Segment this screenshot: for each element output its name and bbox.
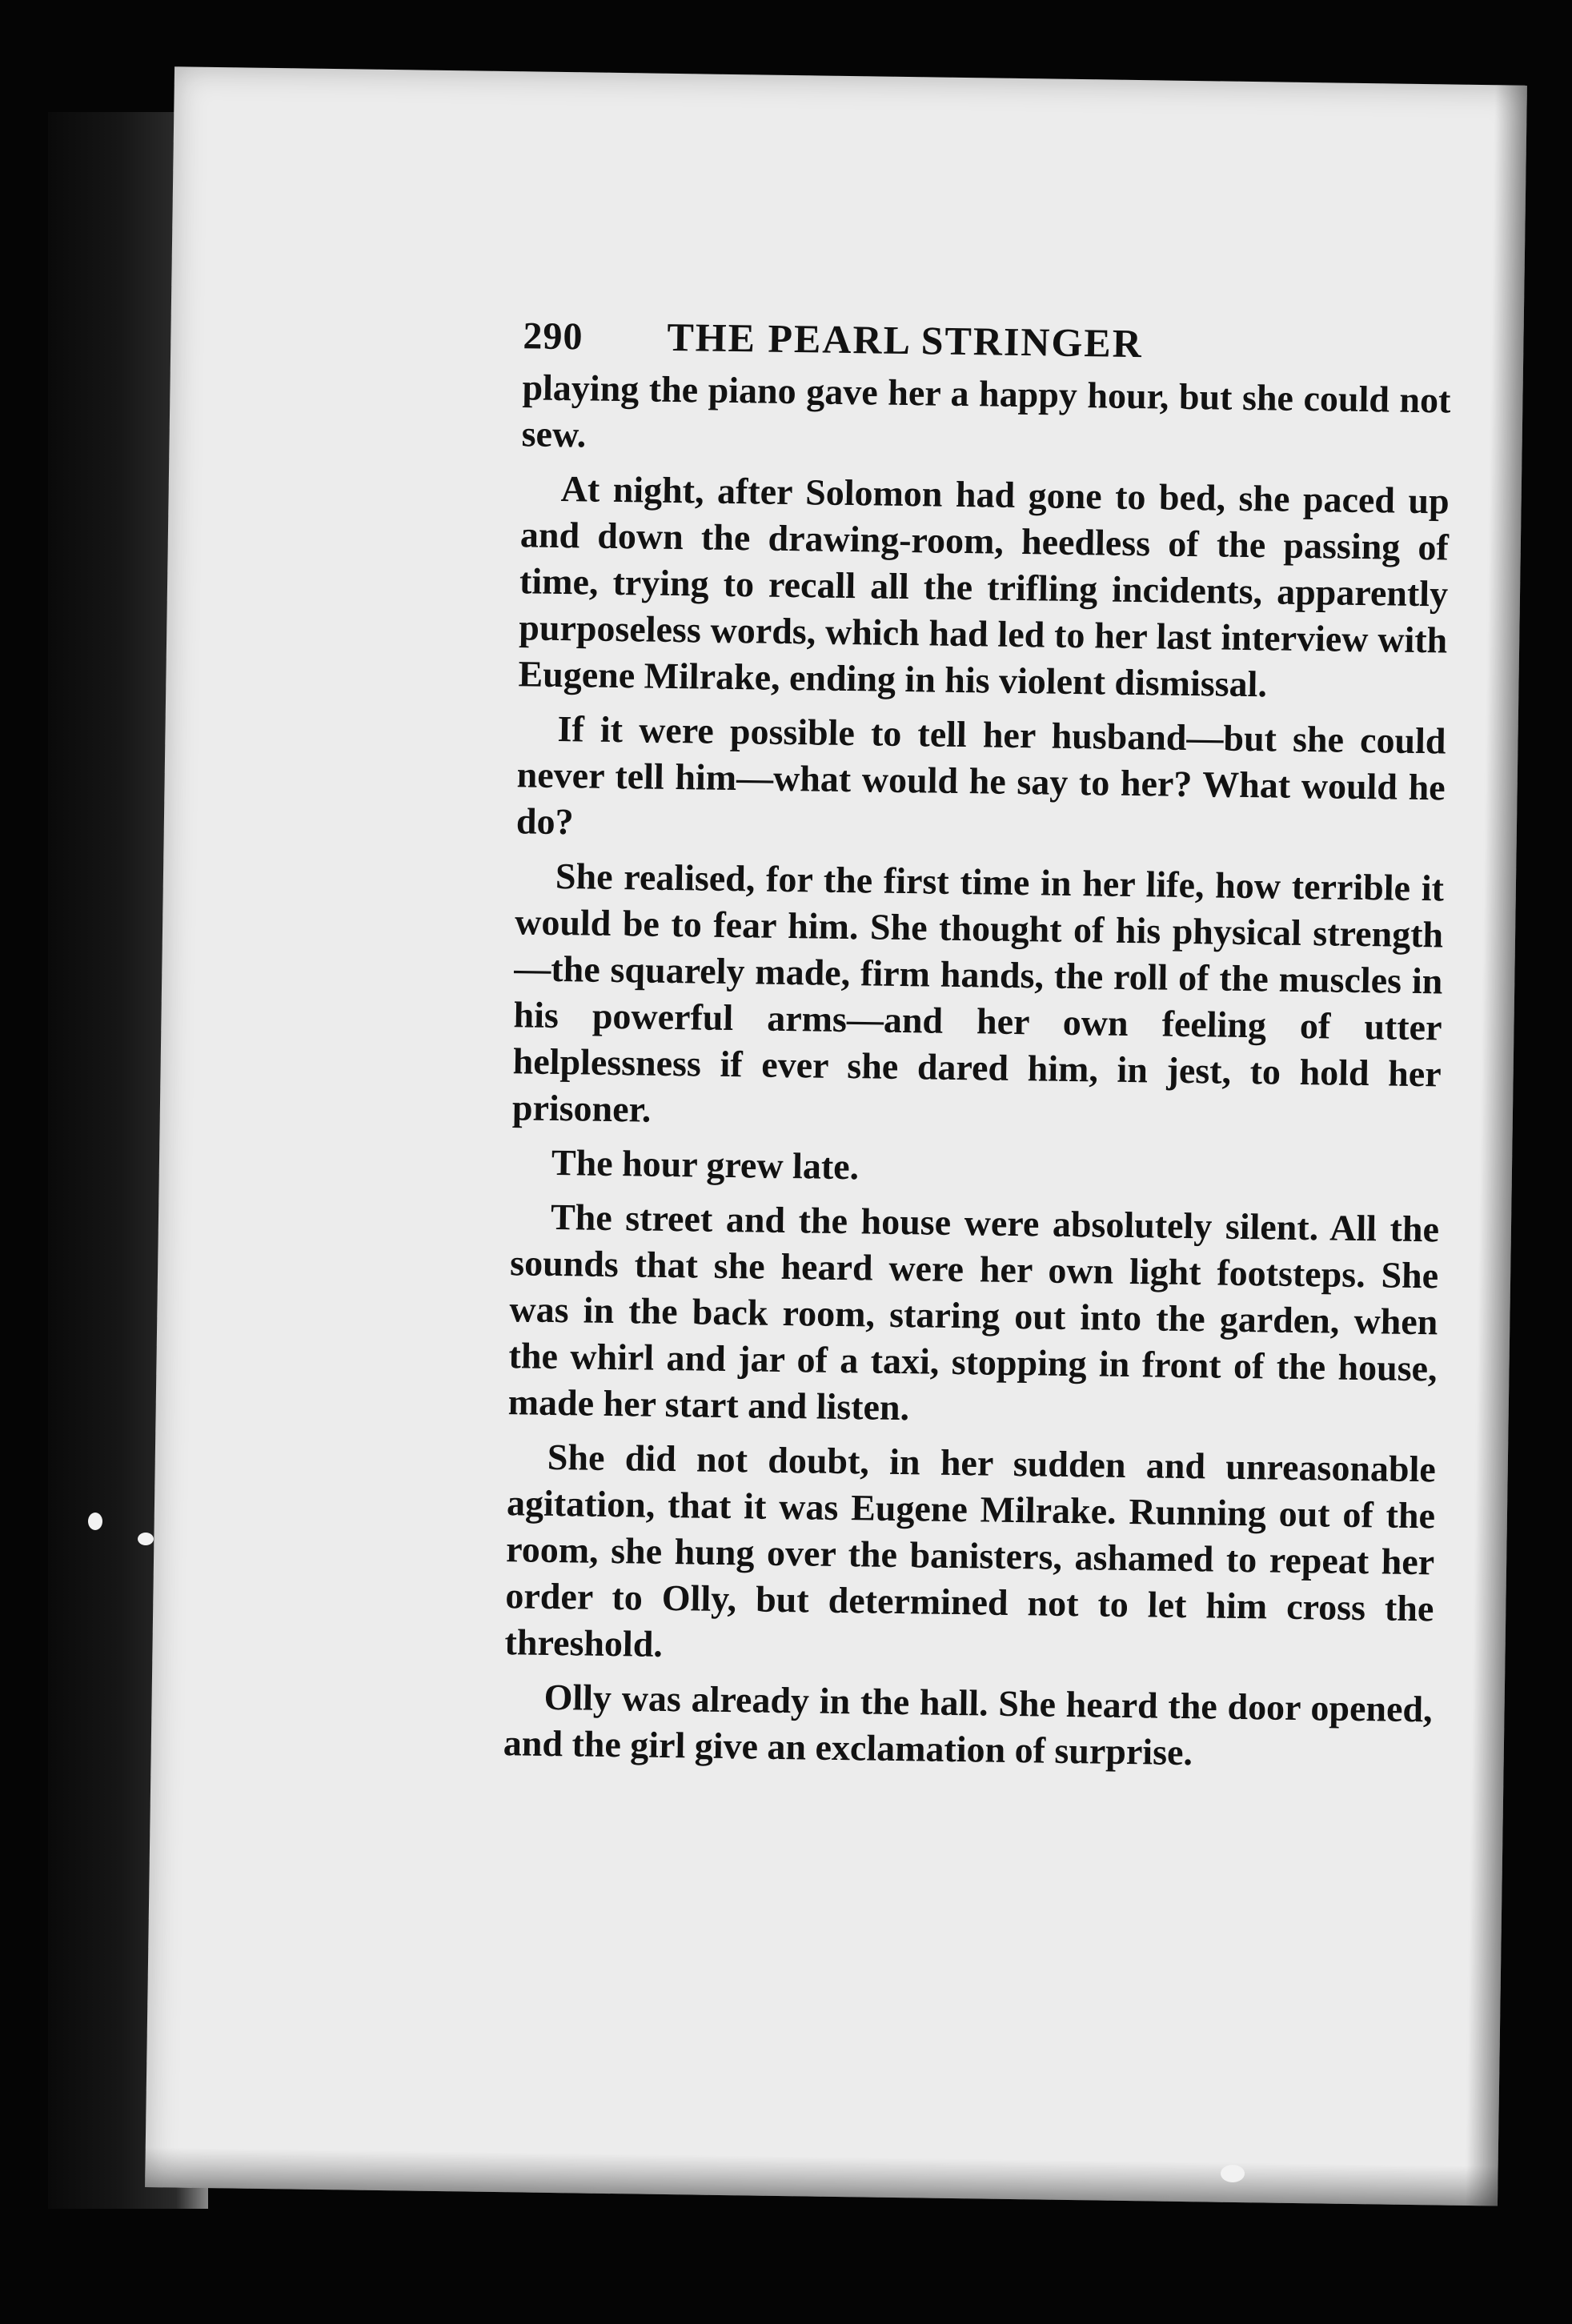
paragraph-2: At night, after Solomon had gone to bed, she paced up and down the drawing-room, heedless of the passing of time, trying to recall all the trifling incidents, apparently purposeless words, which had led to her last interview with Eugene Milrake, ending in his violent dismissal. xyxy=(518,467,1450,705)
running-title: THE PEARL STRINGER xyxy=(667,314,1144,367)
dust-speck xyxy=(1221,2165,1245,2182)
dust-speck xyxy=(88,1513,102,1530)
paragraph-1: playing the piano gave her a happy hour, but she could not sew. xyxy=(521,367,1451,455)
paragraph-8: Olly was already in the hall. She heard the door opened, and the girl give an exclamation of surprise. xyxy=(503,1676,1433,1773)
paragraph-6: The street and the house were absolutely silent. All the sounds that she heard were her own light footsteps. She was in the back room, staring out into the garden, when the whirl and jar of a taxi, stopping in front of the house, made her start and listen. xyxy=(507,1196,1440,1428)
paragraph-5: The hour grew late. xyxy=(551,1141,860,1188)
paragraph-3: If it were possible to tell her husband—but she could never tell him—what would he say to her? What would he do? xyxy=(515,707,1446,843)
dust-speck xyxy=(138,1533,154,1545)
book-page xyxy=(145,66,1527,2206)
page-number: 290 xyxy=(523,315,583,359)
running-head xyxy=(523,311,1452,374)
paragraph-7: She did not doubt, in her sudden and unreasonable agitation, that it was Eugene Milrake. Running out of the room, she hung over the banisters, ashamed to repeat her order to Olly, but determined not to let him cross the threshold. xyxy=(504,1436,1437,1665)
page-text-block xyxy=(503,311,1451,1787)
paragraph-4: She realised, for the first time in her life, how terrible it would be to fear him. She thought of his physical strength—the squarely made, firm hands, the roll of the muscles in his powerful arms—and her own feeling of utter helplessness if ever she dared him, in jest, to hold her prisoner. xyxy=(511,855,1445,1130)
